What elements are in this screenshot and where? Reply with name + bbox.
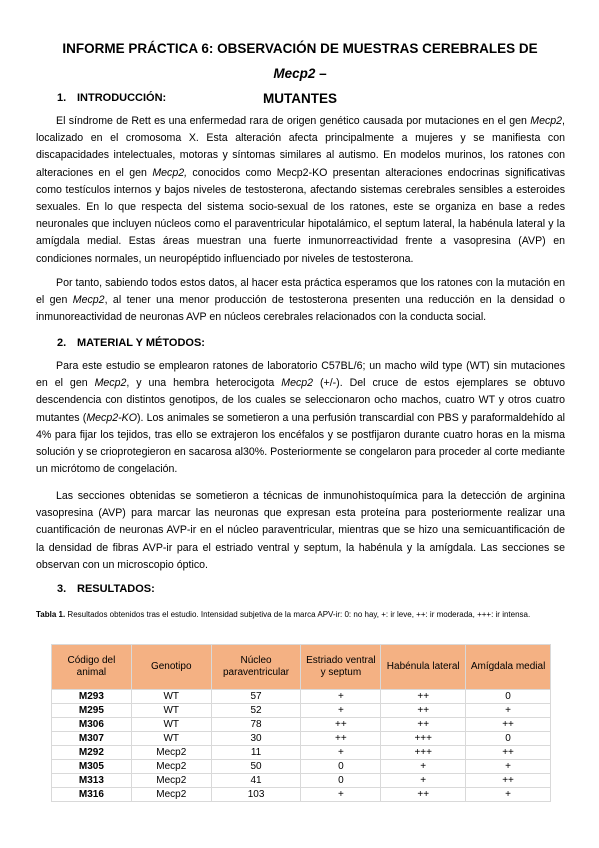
section-number: 3.: [57, 583, 67, 595]
cell-paraventricular: 52: [211, 704, 301, 718]
cell-paraventricular: 78: [211, 718, 301, 732]
caption-label: Tabla 1.: [36, 610, 66, 619]
header-amygdala: Amígdala medial: [466, 645, 551, 690]
cell-paraventricular: 50: [211, 760, 301, 774]
section-heading-intro: [57, 92, 166, 104]
cell-amygdala: +: [466, 788, 551, 802]
caption-text: Resultados obtenidos tras el estudio. Intensidad subjetiva de la marca APV-ir: 0: no hay, +: ir leve, ++: ir moderada, +++: ir intensa.: [65, 610, 531, 619]
title-gene: Mecp2: [273, 66, 316, 81]
cell-striatum: 0: [301, 760, 381, 774]
table-row: [52, 760, 551, 774]
table-row: [52, 718, 551, 732]
table-body: [52, 690, 551, 802]
cell-striatum: ++: [301, 718, 381, 732]
table-header-row: [52, 645, 551, 690]
cell-amygdala: +: [466, 760, 551, 774]
cell-striatum: +: [301, 690, 381, 704]
cell-genotype: WT: [131, 732, 211, 746]
cell-code: M316: [52, 788, 132, 802]
title-text: INFORME PRÁCTICA 6: OBSERVACIÓN DE MUESTRAS CEREBRALES DE: [62, 41, 538, 56]
cell-paraventricular: 103: [211, 788, 301, 802]
cell-paraventricular: 30: [211, 732, 301, 746]
table-row: [52, 690, 551, 704]
cell-amygdala: +: [466, 704, 551, 718]
cell-habenula: +++: [381, 732, 466, 746]
cell-amygdala: ++: [466, 746, 551, 760]
cell-genotype: WT: [131, 704, 211, 718]
section-heading-methods: [57, 337, 205, 349]
cell-amygdala: ++: [466, 718, 551, 732]
cell-striatum: +: [301, 704, 381, 718]
cell-genotype: WT: [131, 718, 211, 732]
cell-code: M293: [52, 690, 132, 704]
section-title: MATERIAL Y MÉTODOS:: [77, 337, 205, 349]
cell-code: M313: [52, 774, 132, 788]
cell-habenula: ++: [381, 718, 466, 732]
cell-paraventricular: 57: [211, 690, 301, 704]
cell-striatum: 0: [301, 774, 381, 788]
header-habenula: Habénula lateral: [381, 645, 466, 690]
cell-paraventricular: 11: [211, 746, 301, 760]
header-striatum: Estriado ventral y septum: [301, 645, 381, 690]
cell-genotype: WT: [131, 690, 211, 704]
table-row: [52, 788, 551, 802]
cell-genotype: Mecp2: [131, 746, 211, 760]
cell-habenula: ++: [381, 690, 466, 704]
cell-habenula: +++: [381, 746, 466, 760]
methods-paragraph-2: Las secciones obtenidas se sometieron a técnicas de inmunohistoquímica para la detección de arginina vasopresina (AVP) para marcar las neuronas que expresan esta proteína para posteriormente realizar una cuantificación de neuronas AVP-ir en el núcleo paraventricular, mientras que se hizo una semicuantificación de la densidad de fibras AVP-ir para el estriado ventral y septum, la habénula y la amígdala. Las secciones se observan con un microscopio óptico.: [36, 490, 565, 571]
cell-habenula: ++: [381, 704, 466, 718]
cell-genotype: Mecp2: [131, 774, 211, 788]
cell-genotype: Mecp2: [131, 760, 211, 774]
section-number: 2.: [57, 337, 67, 349]
intro-paragraph-1: El síndrome de Rett es una enfermedad rara de origen genético causada por mutaciones en el gen Mecp2, localizado en el cromosoma X. Esta alteración afecta principalmente a mujeres y se manifiesta con discapacidades intelectuales, motoras y síntomas similares al autismo. En modelos murinos, los ratones con alteraciones en el gen Mecp2, conocidos como Mecp2-KO presentan alteraciones endocrinas significativas como testículos internos y bajos niveles de testosterona, afectando sistemas cerebrales sensibles a esteroides sexuales. En lo que respecta del sistema socio-sexual de los ratones, este se organiza en base a redes neuronales que incluyen núcleos como el paraventricular hipotalámico, el septum lateral, la habénula lateral y la amígdala medial. Estas áreas muestran una fuerte inmunorreactividad frente a vasopresina (AVP) en condiciones normales, un neuropéptido influenciado por niveles de testosterona.: [36, 115, 565, 265]
table-row: [52, 774, 551, 788]
results-table: [51, 644, 551, 802]
cell-striatum: +: [301, 788, 381, 802]
cell-code: M305: [52, 760, 132, 774]
header-paraventricular: Núcleo paraventricular: [211, 645, 301, 690]
cell-paraventricular: 41: [211, 774, 301, 788]
header-genotype: Genotipo: [131, 645, 211, 690]
table-row: [52, 704, 551, 718]
cell-code: M292: [52, 746, 132, 760]
section-number: 1.: [57, 92, 67, 104]
cell-striatum: ++: [301, 732, 381, 746]
cell-amygdala: 0: [466, 690, 551, 704]
cell-code: M306: [52, 718, 132, 732]
cell-striatum: +: [301, 746, 381, 760]
cell-habenula: +: [381, 774, 466, 788]
title-dash: –: [315, 66, 327, 81]
cell-amygdala: 0: [466, 732, 551, 746]
table-caption: [36, 608, 566, 622]
methods-paragraph-1: Para este estudio se emplearon ratones de laboratorio C57BL/6; un macho wild type (WT) sin mutaciones en el gen Mecp2, y una hembra heterocigota Mecp2 (+/-). Del cruce de estos ejemplares se obtuvo descendencia con distintos genotipos, de los cuales se seleccionaron ocho machos, cuatro WT y otros cuatro mutantes (Mecp2-KO). Los animales se sometieron a una perfusión transcardial con PBS y paraformaldehído al 4% para fijar los tejidos, tras ello se extrajeron los encéfalos y se postfijaron durante cuatro horas en la misma solución y se crioprotegieron en sacarosa al30%. Posteriormente se congelaron para proceder al corte mediante un micrótomo de congelación.: [36, 360, 566, 476]
cell-amygdala: ++: [466, 774, 551, 788]
header-code: Código del animal: [52, 645, 132, 690]
intro-paragraph-2: Por tanto, sabiendo todos estos datos, al hacer esta práctica esperamos que los ratones con la mutación en el gen Mecp2, al tener una menor producción de testosterona presenten una reducción en la densidad o inmunoreactividad de neuronas AVP en núcleos cerebrales relacionados con la conducta social.: [36, 277, 565, 324]
table-row: [52, 732, 551, 746]
section-title: RESULTADOS:: [77, 583, 155, 595]
cell-code: M307: [52, 732, 132, 746]
cell-genotype: Mecp2: [131, 788, 211, 802]
section-title: INTRODUCCIÓN:: [77, 92, 167, 104]
cell-habenula: +: [381, 760, 466, 774]
title-line2: MUTANTES: [263, 91, 337, 106]
section-heading-results: [57, 583, 155, 595]
cell-code: M295: [52, 704, 132, 718]
table-row: [52, 746, 551, 760]
cell-habenula: ++: [381, 788, 466, 802]
